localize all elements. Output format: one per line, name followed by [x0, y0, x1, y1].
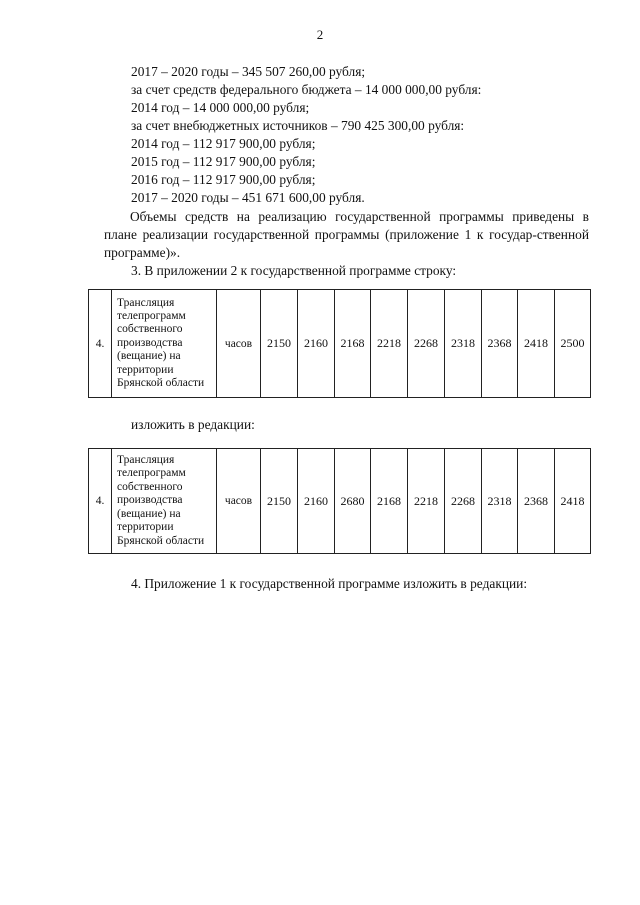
- row-value: 2168: [335, 290, 371, 398]
- row-name: Трансляция телепрограмм собственного производства (вещание) на территории Брянской области: [112, 449, 217, 554]
- row-value: 2150: [261, 449, 298, 554]
- row-value: 2218: [408, 449, 445, 554]
- row-unit: часов: [217, 449, 261, 554]
- funding-line: 2016 год – 112 917 900,00 рубля;: [131, 172, 316, 187]
- row-value: 2368: [518, 449, 555, 554]
- funding-line: за счет средств федерального бюджета – 14 000 000,00 рубля:: [131, 82, 482, 97]
- item-4-text: 4. Приложение 1 к государственной программе изложить в редакции:: [131, 576, 528, 591]
- row-value: 2160: [298, 449, 335, 554]
- table-row: [89, 449, 591, 554]
- funding-line: 2015 год – 112 917 900,00 рубля;: [131, 154, 316, 169]
- row-number: 4.: [89, 449, 112, 554]
- row-value: 2268: [408, 290, 445, 398]
- volumes-paragraph: Объемы средств на реализацию государственной программы приведены в плане реализации государственной программы (приложение 1 к государ-ственной программе)».: [104, 209, 589, 260]
- row-value: 2418: [555, 449, 591, 554]
- row-value: 2268: [445, 449, 482, 554]
- row-value: 2680: [335, 449, 371, 554]
- item-3-text: 3. В приложении 2 к государственной программе строку:: [131, 263, 457, 278]
- table-row: [89, 290, 591, 398]
- old-row-table: [88, 289, 591, 398]
- row-value: 2218: [371, 290, 408, 398]
- row-value: 2150: [261, 290, 298, 398]
- funding-line: 2014 год – 112 917 900,00 рубля;: [131, 136, 316, 151]
- row-unit: часов: [217, 290, 261, 398]
- row-value: 2318: [482, 449, 518, 554]
- new-row-table: [88, 448, 591, 554]
- row-value: 2368: [482, 290, 518, 398]
- row-value: 2418: [518, 290, 555, 398]
- row-value: 2318: [445, 290, 482, 398]
- funding-line: за счет внебюджетных источников – 790 425 300,00 рубля:: [131, 118, 465, 133]
- replace-text: изложить в редакции:: [131, 417, 255, 432]
- row-value: 2168: [371, 449, 408, 554]
- funding-line: 2014 год – 14 000 000,00 рубля;: [131, 100, 310, 115]
- row-number: 4.: [89, 290, 112, 398]
- funding-line: 2017 – 2020 годы – 451 671 600,00 рубля.: [131, 190, 365, 205]
- page-number: 2: [316, 27, 324, 42]
- funding-line: 2017 – 2020 годы – 345 507 260,00 рубля;: [131, 64, 366, 79]
- row-value: 2500: [555, 290, 591, 398]
- row-name: Трансляция телепрограмм собственного производства (вещание) на территории Брянской области: [112, 290, 217, 398]
- row-value: 2160: [298, 290, 335, 398]
